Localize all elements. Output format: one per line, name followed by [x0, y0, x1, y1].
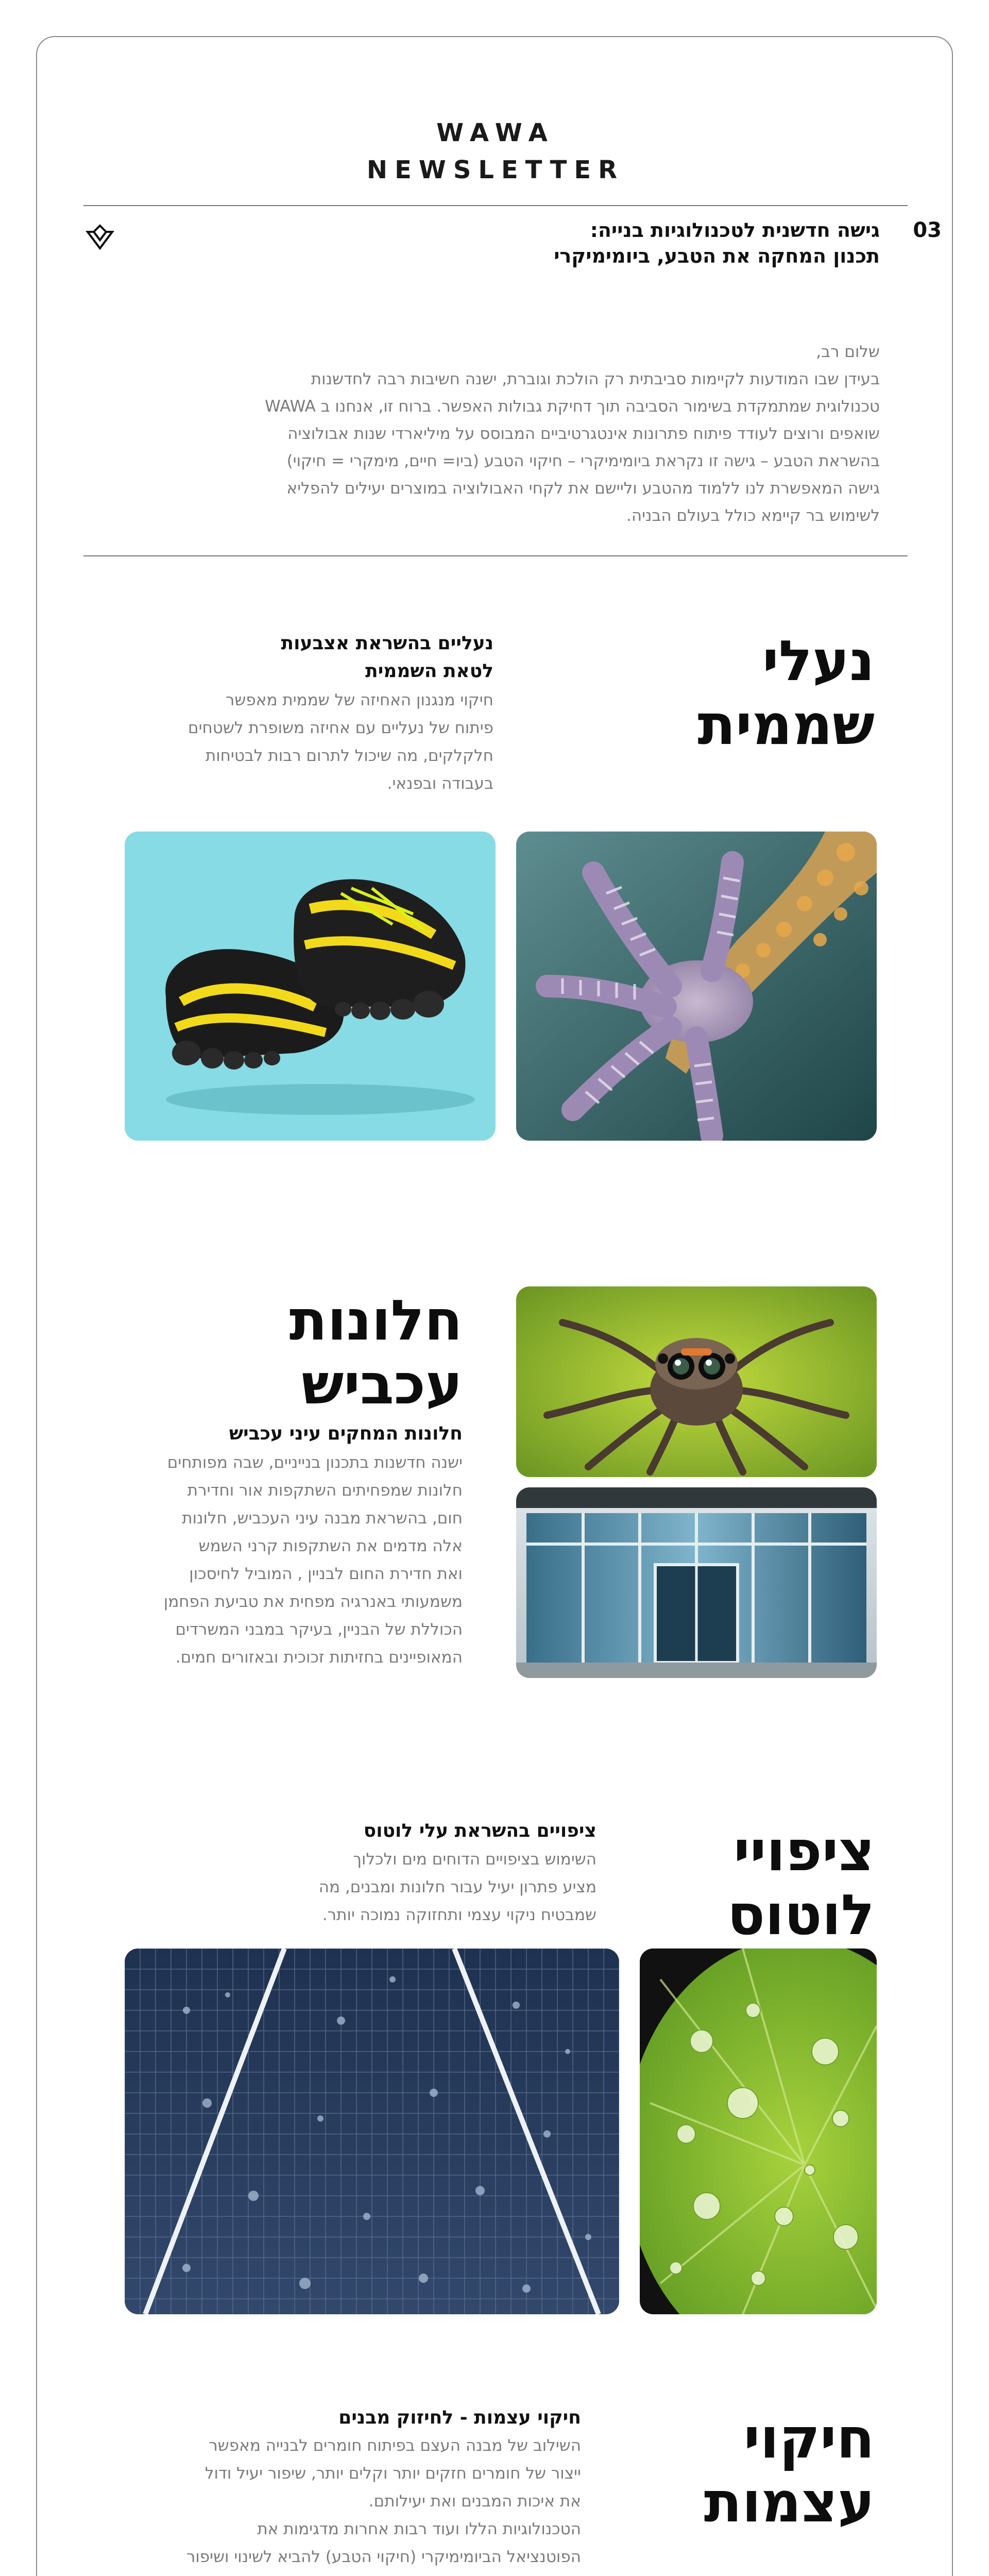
lotus-body-line: מציע פתרון יעיל עבור חלונות ומבנים, מה: [318, 1878, 596, 1896]
lotus-leaf-image: [640, 1948, 877, 2314]
intro-greeting: שלום רב,: [816, 343, 880, 361]
header-divider: [83, 205, 908, 206]
gecko-sub-line-1: נעליים בהשראת אצבעות: [281, 633, 493, 654]
solar-panels-image: [125, 1948, 619, 2314]
intro-paragraph: [169, 338, 880, 530]
bone-body-line: [128, 2571, 581, 2576]
bone-heading-line-1: חיקוי: [743, 2406, 875, 2471]
spider-body-line: משמעותי באנרגיה מפחית את טביעת הפחמן: [163, 1592, 463, 1611]
spider-heading-line-1: חלונות: [289, 1289, 463, 1353]
jumping-spider-image: [516, 1286, 877, 1477]
intro-line: טכנולוגית שמתמקדת בשימור הסביבה תוך דחיקת גבולות האפשר. ברוח זו, אנחנו ב WAWA: [265, 397, 880, 416]
wawa-logo-icon: [84, 223, 115, 253]
intro-line: בעידן שבו המודעות לקיימות סביבתית רק הולכת וגוברת, ישנה חשיבות רבה לחדשנות: [311, 370, 880, 388]
gecko-foot-image: [516, 832, 877, 1141]
brand-name: WAWA: [436, 118, 555, 147]
spider-body-line: הכוללת של הבניין, בעיקר במבני המשרדים: [175, 1620, 463, 1639]
spider-body-line: ישנה חדשנות בתכנון בנייניים, שבה מפותחים: [167, 1453, 463, 1472]
issue-title-line-2: תכנון המחקה את הטבע, ביומימיקרי: [554, 245, 880, 267]
spider-body-line: ואת חדירת החום לבניין , המוביל לחיסכון: [189, 1565, 463, 1583]
intro-divider: [83, 555, 908, 556]
newsletter-card: [36, 36, 953, 2576]
lotus-subheading: ציפויים בהשראת עלי לוטוס: [363, 1820, 596, 1841]
gecko-heading-line-1: נעלי: [762, 629, 875, 693]
bone-heading-line-2: עצמות: [704, 2470, 875, 2535]
gecko-body: [174, 686, 493, 798]
intro-line: לשימוש בר קיימא כולל בעולם הבניה.: [626, 506, 880, 525]
spider-body-line: חום, בהשראת מבנה עיני העכביש, חלונות: [182, 1509, 463, 1528]
bone-body-line: השילוב של מבנה העצם בפיתוח חומרים לבנייה מאפשר: [209, 2436, 581, 2455]
gecko-body-line: חלקלקים, מה שיכול לתרום רבות לבטיחות: [205, 747, 493, 765]
bone-body-line: ייצור של חומרים חזקים יותר וקלים יותר, שיפור יעיל ודול: [204, 2464, 581, 2483]
lotus-heading-line-2: לוטוס: [727, 1883, 875, 1947]
lotus-body-line: השימוש בציפויים הדוחים מים ולכלוך: [353, 1850, 596, 1869]
lotus-body: [226, 1845, 596, 1929]
bone-body-line: הפוטנציאל הביומימיקרי (חיקוי הטבע) להביא לשינוי ושיפור: [186, 2548, 581, 2566]
spider-body-line: אלה מדמים את השתקפות קרני השמש: [198, 1537, 463, 1555]
issue-title: [313, 217, 880, 269]
spider-section-heading: [195, 1289, 463, 1417]
bone-body-line: את איכות המבנים ואת יעילותם.: [368, 2492, 581, 2511]
intro-line: גישה המאפשרת לנו ללמוד מהטבע וליישם את לקחי האבולוציה במוצרים יעילים להפליא: [286, 479, 880, 498]
gecko-body-line: חיקוי מנגנון האחיזה של שממית מאפשר: [225, 691, 493, 709]
bone-section-heading: [607, 2407, 875, 2535]
newsletter-title: [37, 114, 954, 189]
intro-line: בהשראת הטבע – גישה זו נקראת ביומימיקרי – חיקוי הטבע (ביו= חיים, מימקרי = חיקוי): [286, 452, 880, 470]
lotus-section-heading: [607, 1820, 875, 1947]
spider-body-line: חלונות שמפחיתים השתקפות אור וחדירת: [187, 1481, 463, 1500]
lotus-body-line: שמבטיח ניקוי עצמי ותחזוקה נמוכה יותר.: [322, 1906, 596, 1924]
toe-shoes-image: [125, 832, 496, 1141]
gecko-body-line: בעבודה ובפנאי.: [387, 774, 493, 793]
brand-subtitle: NEWSLETTER: [366, 156, 625, 184]
spider-subheading: חלונות המחקים עיני עכביש: [229, 1423, 463, 1444]
bone-subheading: חיקוי עצמות - לחיזוק מבנים: [338, 2407, 581, 2428]
issue-title-line-1: גישה חדשנית לטכנולוגיות בנייה:: [590, 219, 880, 242]
spider-body-line: המאופיינים בחזיתות זכוכית ובאזורים חמים.: [175, 1648, 463, 1667]
spider-heading-line-2: עכביש: [301, 1352, 463, 1417]
spider-body: [112, 1449, 463, 1671]
lotus-heading-line-1: ציפויי: [733, 1819, 875, 1884]
gecko-sub-line-2: לטאת השממית: [365, 660, 493, 682]
gecko-subheading: [236, 630, 493, 685]
bone-body: [128, 2432, 581, 2576]
glass-facade-image: [516, 1487, 877, 1678]
gecko-body-line: פיתוח של נעליים עם אחיזה משופרת לשטחים: [188, 719, 493, 737]
intro-line: שואפים ורוצים לעודד פיתוח פתרונות אינטגרטיביים המבוסס על מיליארדי שנות אבולוציה: [287, 425, 880, 443]
gecko-heading-line-2: שממית: [697, 693, 875, 757]
gecko-section-heading: [607, 630, 875, 757]
bone-body-line: הטכנולוגיות הללו ועוד רבות אחרות מדגימות את: [257, 2520, 581, 2538]
issue-number: 03: [913, 218, 942, 242]
